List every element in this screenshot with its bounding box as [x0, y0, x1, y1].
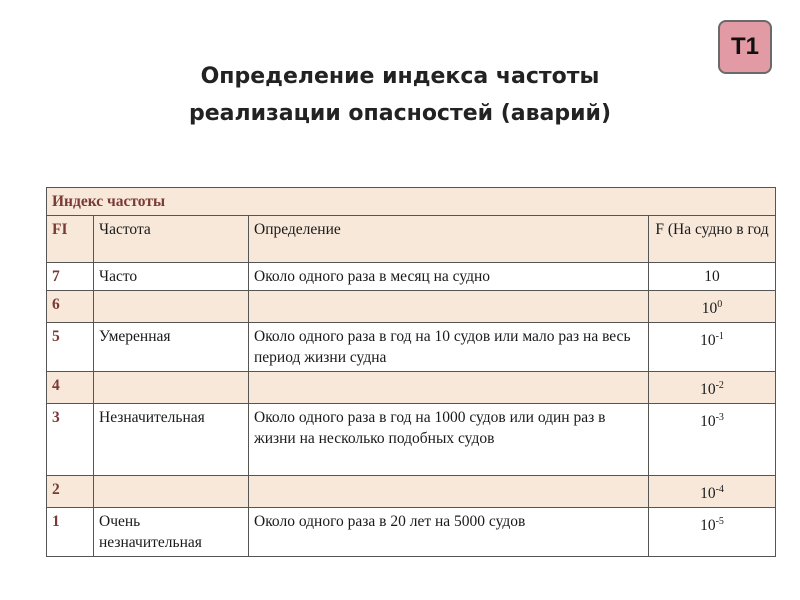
f-value-base: 10 — [700, 332, 716, 350]
title-line-1: Определение индекса частоты — [200, 64, 600, 89]
cell-definition: Около одного раза в 20 лет на 5000 судов — [249, 508, 649, 557]
table-row — [47, 372, 776, 404]
cell-frequency — [94, 291, 249, 323]
f-value-exponent: -4 — [715, 484, 724, 496]
cell-f-value — [649, 404, 776, 476]
table-body — [47, 263, 776, 557]
cell-definition: Около одного раза в год на 1000 судов или один раз в жизни на несколько подобных судов — [249, 404, 649, 476]
table-row — [47, 404, 776, 476]
cell-frequency: Умеренная — [94, 323, 249, 372]
cell-f-value — [649, 263, 776, 291]
cell-fi: 1 — [47, 508, 94, 557]
cell-frequency: Очень незначительная — [94, 508, 249, 557]
f-value-base: 10 — [700, 381, 716, 399]
header-fi: FI — [47, 216, 94, 263]
cell-fi: 2 — [47, 476, 94, 508]
cell-fi: 3 — [47, 404, 94, 476]
cell-f-value — [649, 291, 776, 323]
slide-badge: T1 — [718, 20, 772, 74]
table-row — [47, 476, 776, 508]
table-row — [47, 323, 776, 372]
title-line-2: реализации опасностей (аварий) — [188, 101, 612, 126]
table-caption-row — [47, 188, 776, 216]
cell-f-value — [649, 476, 776, 508]
f-value-base: 10 — [701, 300, 718, 318]
cell-frequency: Незначительная — [94, 404, 249, 476]
f-value-exponent: -1 — [715, 331, 724, 343]
cell-f-value — [649, 508, 776, 557]
cell-definition — [249, 372, 649, 404]
cell-f-value — [649, 323, 776, 372]
table-row — [47, 263, 776, 291]
cell-definition: Около одного раза в месяц на судно — [249, 263, 649, 291]
table-row — [47, 291, 776, 323]
slide-title — [100, 58, 700, 132]
cell-frequency — [94, 476, 249, 508]
f-value-exponent: -5 — [715, 516, 724, 528]
f-value-exponent: -3 — [715, 412, 724, 424]
table-caption: Индекс частоты — [47, 188, 776, 216]
cell-fi: 4 — [47, 372, 94, 404]
frequency-index-table — [46, 187, 776, 557]
f-value-base: 10 — [700, 413, 716, 431]
cell-fi: 5 — [47, 323, 94, 372]
cell-frequency — [94, 372, 249, 404]
f-value-exponent: 0 — [717, 299, 723, 310]
cell-fi: 6 — [47, 291, 94, 323]
header-frequency: Частота — [94, 216, 249, 263]
header-definition: Определение — [249, 216, 649, 263]
cell-definition: Около одного раза в год на 10 судов или мало раз на весь период жизни судна — [249, 323, 649, 372]
cell-definition — [249, 291, 649, 323]
cell-fi: 7 — [47, 263, 94, 291]
cell-definition — [249, 476, 649, 508]
f-value-exponent: -2 — [715, 380, 724, 392]
table-row — [47, 508, 776, 557]
header-f: F (На судно в год — [649, 216, 776, 263]
table-header-row — [47, 216, 776, 263]
f-value-base: 10 — [700, 517, 716, 535]
cell-f-value — [649, 372, 776, 404]
f-value-base: 10 — [704, 268, 720, 285]
f-value-base: 10 — [700, 485, 716, 503]
cell-frequency: Часто — [94, 263, 249, 291]
